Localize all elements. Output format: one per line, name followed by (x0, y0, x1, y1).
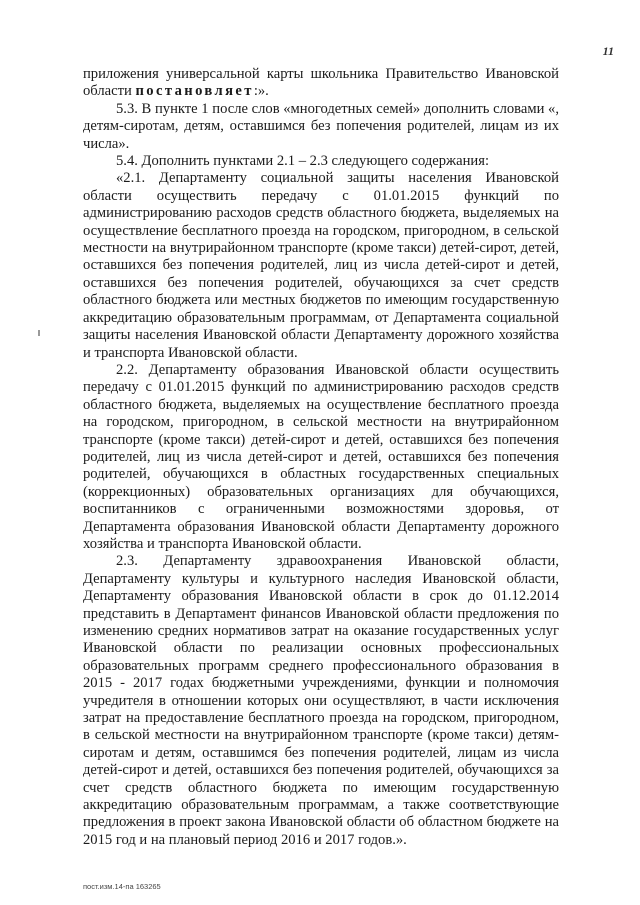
paragraph-continuation (83, 66, 559, 101)
page-number: 11 (602, 44, 614, 58)
paragraph-continuation-text: приложения универсальной карты школьника Правительство Ивановской области (83, 66, 559, 100)
document-body (83, 66, 559, 849)
paragraph-5-3: 5.3. В пункте 1 после слов «многодетных семей» дополнить словами «, детям-сиротам, детям, оставшимся без попечения родителей, лицам из их числа». (83, 100, 559, 152)
scan-artifact-mark (38, 330, 40, 336)
resolution-keyword: постановляет (135, 83, 254, 100)
paragraph-5-4: 5.4. Дополнить пунктами 2.1 – 2.3 следующего содержания: (116, 153, 490, 170)
paragraph-continuation-end: :». (253, 83, 269, 100)
paragraph-2-1: «2.1. Департаменту социальной защиты населения Ивановской области осуществить передачу с 01.01.2015 функций по администрированию расходов средств областного бюджета, выделяемых на осуществление бесплатного проезда на городском, пригородном, в сельской местности на внутрирайонном транспорте (кроме такси) детей-сирот, детей, оставшихся без попечения родителей, лиц из числа детей-сирот и детей, оставшихся без попечения родителей, обучающихся за счет средств областного бюджета или местных бюджетов по имеющим государственную аккредитацию образовательным программам, от Департамента социальной защиты населения Ивановской области Департаменту дорожного хозяйства и транспорта Ивановской области. (83, 170, 559, 361)
paragraph-2-3: 2.3. Департаменту здравоохранения Ивановской области, Департаменту культуры и культурного наследия Ивановской области, Департаменту образования Ивановской области в срок до 01.12.2014 представить в Департамент финансов Ивановской области предложения по изменению средних нормативов затрат на оказание государственных услуг Ивановской области по реализации основных профессиональных образовательных программ среднего профессионального образования в 2015 - 2017 годах бюджетными учреждениями, функции и полномочия учредителя в отношении которых они осуществляют, в части исключения затрат на предоставление бесплатного проезда на городском, пригородном, в сельской местности на внутрирайонном транспорте (кроме такси) детям-сиротам и детям, оставшимся без попечения родителей, лицам из числа детей-сирот и детей, оставшихся без попечения родителей, обучающихся за счет средств областного бюджета по имеющим государственную аккредитацию образовательным программам, а также соответствующие предложения в проект закона Ивановской области об областном бюджете на 2015 год и на плановый период 2016 и 2017 годов.». (83, 553, 559, 848)
paragraph-2-2: 2.2. Департаменту образования Ивановской области осуществить передачу с 01.01.2015 функций по администрированию расходов средств областного бюджета, выделяемых на осуществление бесплатного проезда на городском, пригородном, в сельской местности на внутрирайонном транспорте (кроме такси) детей-сирот и детей, оставшихся без попечения родителей, лиц из числа детей-сирот и детей, оставшихся без попечения родителей, обучающихся в областных государственных специальных (коррекционных) образовательных организациях для обучающихся, воспитанников с ограниченными возможностями здоровья, от Департамента образования Ивановской области Департаменту дорожного хозяйства и транспорта Ивановской области. (83, 361, 559, 552)
footer-document-code: пост.изм.14-па 163265 (83, 882, 161, 891)
